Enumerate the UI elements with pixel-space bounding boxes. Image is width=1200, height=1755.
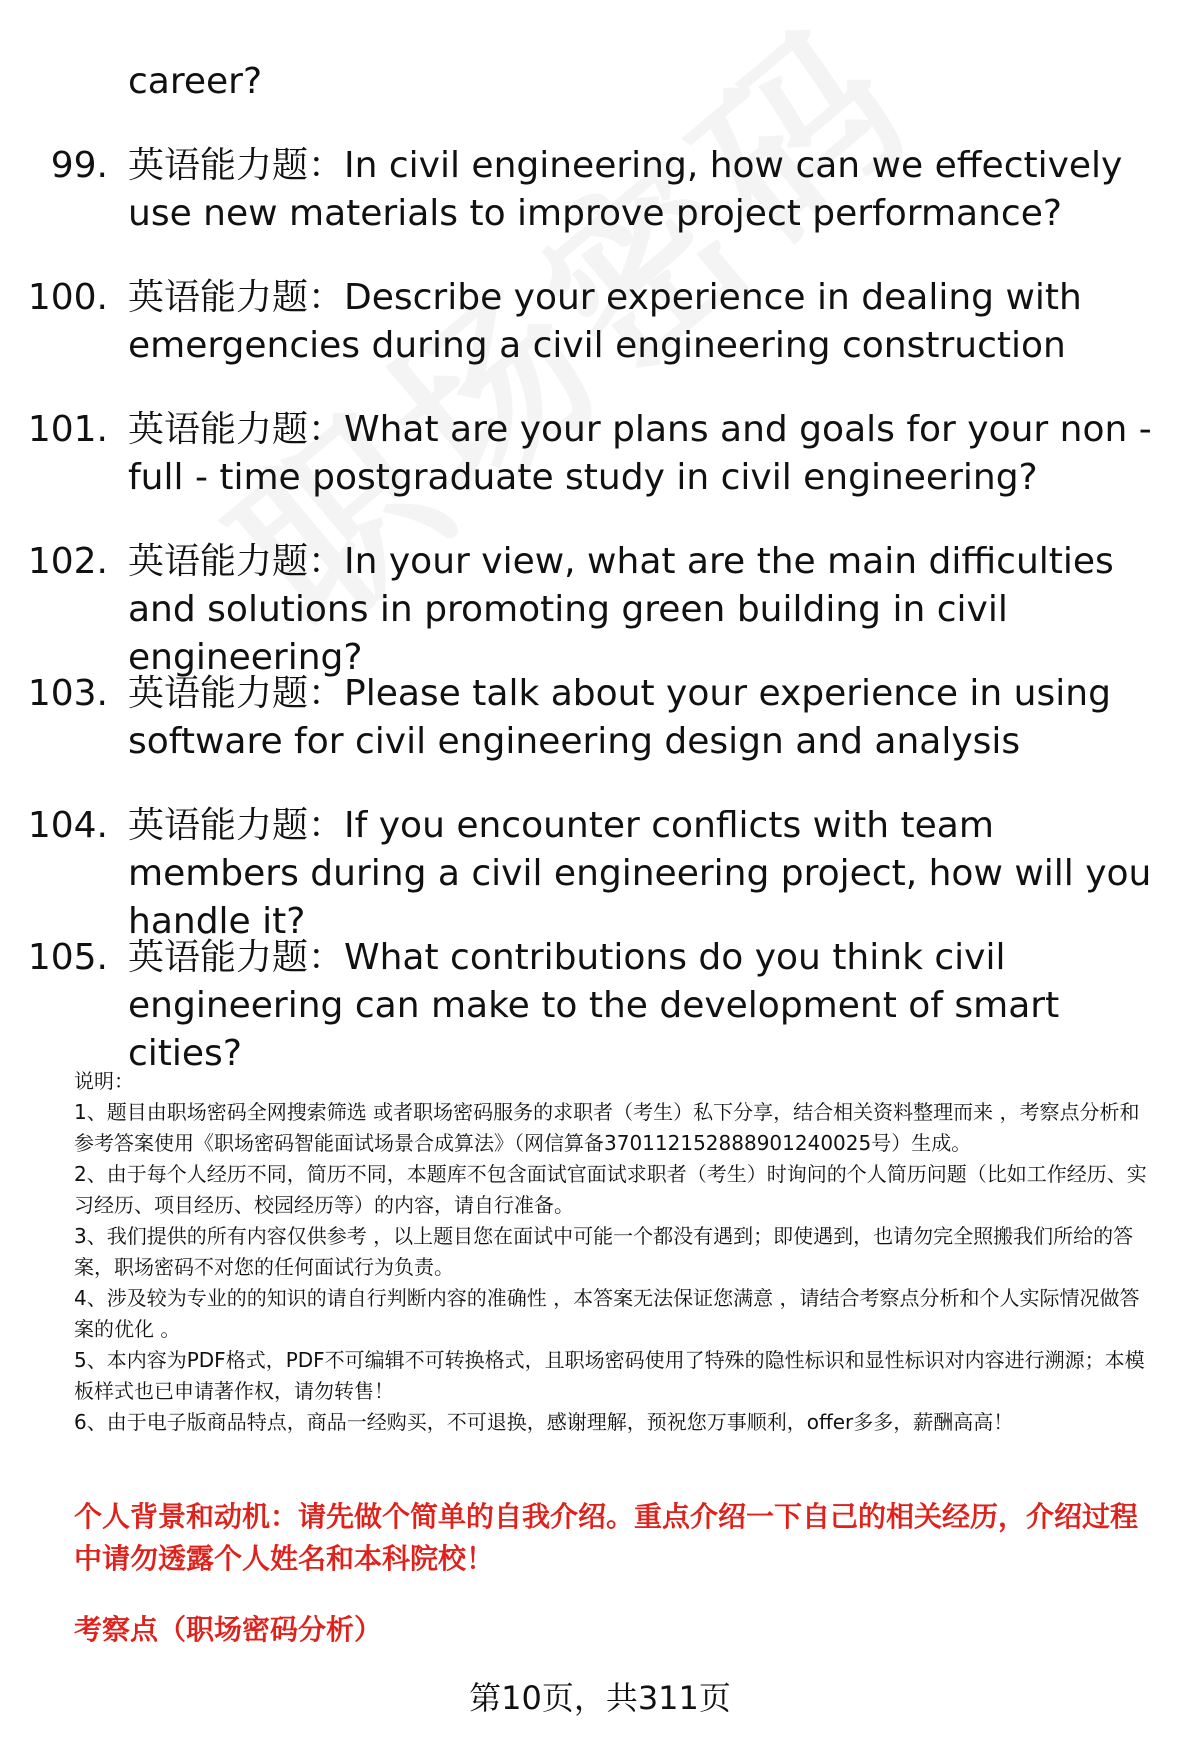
question-item xyxy=(0,670,1200,802)
question-text: 英语能力题：Describe your experience in dealing with emergencies during a civil engineering construction xyxy=(128,277,1082,366)
question-item xyxy=(0,406,1200,538)
question-item xyxy=(0,934,1200,1074)
question-list xyxy=(0,142,1200,1074)
question-text: 英语能力题：In civil engineering, how can we effectively use new materials to improve project performance? xyxy=(128,145,1123,234)
page-number: 第10页，共311页 xyxy=(469,1679,731,1717)
previous-question-continuation: career? xyxy=(128,61,263,102)
note-item: 3、我们提供的所有内容仅供参考 ，以上题目您在面试中可能一个都没有遇到；即使遇到，也请勿完全照搬我们所给的答案，职场密码不对您的任何面试行为负责。 xyxy=(74,1224,1134,1279)
question-number: 103. xyxy=(27,673,108,714)
analysis-subheading: 考察点（职场密码分析） xyxy=(74,1613,383,1646)
question-number: 99. xyxy=(50,145,108,186)
note-item: 2、由于每个人经历不同，简历不同，本题库不包含面试官面试求职者（考生）时询问的个人简历问题（比如工作经历、实习经历、项目经历、校园经历等）的内容，请自行准备。 xyxy=(74,1162,1147,1217)
question-text: 英语能力题：What are your plans and goals for your non - full - time postgraduate study in civil engineering? xyxy=(128,409,1152,498)
note-item: 4、涉及较为专业的的知识的请自行判断内容的准确性 ，本答案无法保证您满意 ，请结合考察点分析和个人实际情况做答案的优化 。 xyxy=(74,1286,1140,1341)
question-number: 102. xyxy=(27,541,108,582)
question-text: 英语能力题：If you encounter conflicts with team members during a civil engineering project, how will you handle it? xyxy=(128,805,1152,942)
question-number: 104. xyxy=(27,805,108,846)
question-number: 105. xyxy=(27,937,108,978)
question-text: 英语能力题：Please talk about your experience in using software for civil engineering design and analysis xyxy=(128,673,1111,762)
question-number: 100. xyxy=(27,277,108,318)
note-item: 5、本内容为PDF格式，PDF不可编辑不可转换格式，且职场密码使用了特殊的隐性标识和显性标识对内容进行溯源；本模板样式也已申请著作权，请勿转售！ xyxy=(74,1348,1145,1403)
question-text: 英语能力题：In your view, what are the main difficulties and solutions in promoting green building in civil engineering? xyxy=(128,541,1114,678)
question-item xyxy=(0,802,1200,942)
question-text: 英语能力题：What contributions do you think civil engineering can make to the development of smart cities? xyxy=(128,937,1060,1074)
question-item xyxy=(0,538,1200,678)
question-item xyxy=(0,142,1200,274)
section-question-heading: 个人背景和动机：请先做个简单的自我介绍。重点介绍一下自己的相关经历，介绍过程中请勿透露个人姓名和本科院校！ xyxy=(74,1500,1139,1575)
question-item xyxy=(0,274,1200,406)
note-item: 6、由于电子版商品特点，商品一经购买，不可退换，感谢理解，预祝您万事顺利，offer多多，薪酬高高！ xyxy=(74,1410,1014,1434)
notes-section xyxy=(74,1066,1154,1438)
note-item: 1、题目由职场密码全网搜索筛选 或者职场密码服务的求职者（考生）私下分享，结合相关资料整理而来 ，考察点分析和参考答案使用《职场密码智能面试场景合成算法》（网信算备370112152888901240025号）生成。 xyxy=(74,1100,1140,1155)
notes-title: 说明： xyxy=(74,1069,134,1093)
question-number: 101. xyxy=(27,409,108,450)
